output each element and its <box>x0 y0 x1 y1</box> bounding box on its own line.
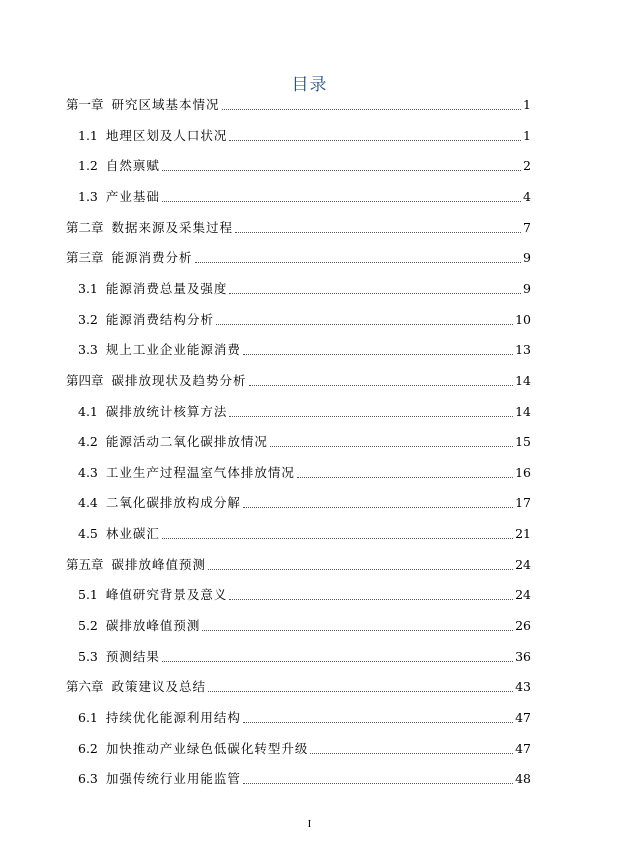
toc-entry-page: 16 <box>515 464 531 480</box>
toc-entry-text: 地理区划及人口状况 <box>105 127 228 143</box>
toc-entry-page: 1 <box>523 127 531 143</box>
toc-entry-label <box>78 616 200 636</box>
toc-section-entry[interactable] <box>78 279 531 299</box>
toc-section-entry[interactable] <box>78 585 531 605</box>
toc-entry-number: 5.3 <box>78 648 98 664</box>
toc-entry-label <box>66 677 206 697</box>
toc-section-entry[interactable] <box>78 708 531 728</box>
toc-section-entry[interactable] <box>78 739 531 759</box>
toc-entry-number: 第六章 <box>66 679 104 695</box>
toc-entry-label <box>66 248 193 268</box>
toc-entry-label <box>66 95 220 115</box>
toc-dot-leader <box>243 782 513 784</box>
toc-chapter-entry[interactable] <box>66 248 531 268</box>
toc-section-entry[interactable] <box>78 616 531 636</box>
toc-entry-page: 10 <box>515 311 531 327</box>
toc-dot-leader <box>310 752 513 754</box>
toc-entry-text: 产业基础 <box>105 188 160 204</box>
toc-entry-number: 4.5 <box>78 526 98 542</box>
toc-entry-text: 工业生产过程温室气体排放情况 <box>105 464 295 480</box>
toc-entry-number: 4.2 <box>78 434 98 450</box>
toc-entry-text: 碳排放现状及趋势分析 <box>111 372 247 388</box>
toc-entry-label <box>78 524 160 544</box>
toc-entry-text: 加强传统行业用能监管 <box>105 771 241 787</box>
toc-dot-leader <box>162 169 521 171</box>
toc-entry-number: 4.4 <box>78 495 98 511</box>
toc-entry-number: 3.1 <box>78 280 98 296</box>
toc-dot-leader <box>243 353 513 355</box>
toc-entry-text: 数据来源及采集过程 <box>111 219 234 235</box>
toc-chapter-entry[interactable] <box>66 677 531 697</box>
toc-entry-page: 21 <box>515 526 531 542</box>
toc-entry-text: 能源消费总量及强度 <box>105 280 228 296</box>
toc-entry-label <box>66 555 206 575</box>
toc-title: 目录 <box>291 75 328 95</box>
toc-entry-label <box>78 156 160 176</box>
toc-entry-label <box>78 493 241 513</box>
toc-entry-label <box>78 739 308 759</box>
toc-entry-label <box>78 126 227 146</box>
toc-section-entry[interactable] <box>78 126 531 146</box>
toc-entry-page: 36 <box>515 648 531 664</box>
toc-section-entry[interactable] <box>78 769 531 789</box>
toc-entry-page: 24 <box>515 556 531 572</box>
toc-section-entry[interactable] <box>78 432 531 452</box>
toc-entry-label <box>78 187 160 207</box>
toc-entry-number: 第一章 <box>66 97 104 112</box>
toc-entry-text: 政策建议及总结 <box>111 679 207 695</box>
toc-dot-leader <box>249 384 514 386</box>
toc-entry-page: 4 <box>523 188 531 204</box>
toc-entry-text: 自然禀赋 <box>105 158 160 174</box>
toc-dot-leader <box>162 660 513 662</box>
toc-entry-number: 3.2 <box>78 311 98 327</box>
toc-entry-page: 47 <box>515 740 531 756</box>
toc-section-entry[interactable] <box>78 493 531 513</box>
toc-entry-page: 24 <box>515 587 531 603</box>
toc-dot-leader <box>195 261 522 263</box>
toc-entry-page: 17 <box>515 495 531 511</box>
toc-chapter-entry[interactable] <box>66 371 531 391</box>
toc-entry-page: 48 <box>515 771 531 787</box>
toc-dot-leader <box>202 629 513 631</box>
toc-entry-page: 14 <box>515 403 531 419</box>
toc-entry-page: 7 <box>523 219 531 235</box>
toc-entry-page: 13 <box>515 342 531 358</box>
toc-entry-text: 规上工业企业能源消费 <box>105 342 241 358</box>
toc-entry-number: 第二章 <box>66 219 104 235</box>
toc-entry-label <box>78 463 295 483</box>
toc-dot-leader <box>235 231 521 233</box>
toc-entry-label <box>78 708 241 728</box>
toc-dot-leader <box>297 476 513 478</box>
toc-dot-leader <box>208 690 513 692</box>
toc-dot-leader <box>270 445 513 447</box>
toc-entry-page: 1 <box>523 97 531 112</box>
toc-entry-text: 持续优化能源利用结构 <box>105 710 241 725</box>
toc-dot-leader <box>243 721 513 723</box>
toc-entry-label <box>78 432 268 452</box>
toc-entry-label <box>78 769 241 789</box>
toc-entry-page: 2 <box>523 158 531 174</box>
toc-entry-number: 第三章 <box>66 250 104 266</box>
toc-section-entry[interactable] <box>78 524 531 544</box>
toc-chapter-entry[interactable] <box>66 95 531 115</box>
toc-entry-page: 15 <box>515 434 531 450</box>
toc-entry-page: 43 <box>515 679 531 695</box>
toc-entry-label <box>78 310 214 330</box>
toc-entry-number: 第五章 <box>66 556 104 572</box>
toc-entry-label <box>78 402 227 422</box>
toc-entry-text: 峰值研究背景及意义 <box>105 587 228 603</box>
toc-entry-number: 4.1 <box>78 403 98 419</box>
toc-entry-number: 6.2 <box>78 740 98 756</box>
toc-entry-text: 研究区域基本情况 <box>111 97 220 112</box>
toc-dot-leader <box>229 415 513 417</box>
toc-entry-page: 26 <box>515 618 531 634</box>
toc-chapter-entry[interactable] <box>66 555 531 575</box>
toc-entry-text: 能源活动二氧化碳排放情况 <box>105 434 268 450</box>
toc-entry-page: 47 <box>515 710 531 725</box>
toc-entry-page: 14 <box>515 372 531 388</box>
toc-entry-label <box>66 371 247 391</box>
toc-entry-text: 林业碳汇 <box>105 526 160 542</box>
toc-dot-leader <box>162 537 513 539</box>
toc-entry-page: 9 <box>523 280 531 296</box>
page-number-footer: I <box>307 818 312 830</box>
toc-entry-number: 5.2 <box>78 618 98 634</box>
toc-entry-text: 加快推动产业绿色低碳化转型升级 <box>105 740 309 756</box>
toc-section-entry[interactable] <box>78 187 531 207</box>
toc-dot-leader <box>229 139 521 141</box>
toc-dot-leader <box>216 323 513 325</box>
toc-entry-text: 碳排放峰值预测 <box>111 556 207 572</box>
toc-dot-leader <box>208 568 513 570</box>
toc-entry-label <box>78 279 227 299</box>
toc-entry-label <box>78 340 241 360</box>
toc-entry-number: 3.3 <box>78 342 98 358</box>
toc-entry-text: 能源消费结构分析 <box>105 311 214 327</box>
toc-dot-leader <box>222 108 522 110</box>
toc-entry-text: 碳排放峰值预测 <box>105 618 201 634</box>
toc-entry-text: 预测结果 <box>105 648 160 664</box>
toc-entry-number: 6.3 <box>78 771 98 787</box>
toc-entry-label <box>66 218 233 238</box>
toc-entry-number: 5.1 <box>78 587 98 603</box>
toc-section-entry[interactable] <box>78 156 531 176</box>
toc-dot-leader <box>229 292 521 294</box>
toc-dot-leader <box>243 506 513 508</box>
toc-entry-text: 碳排放统计核算方法 <box>105 403 228 419</box>
toc-entry-number: 6.1 <box>78 710 98 725</box>
toc-section-entry[interactable] <box>78 463 531 483</box>
toc-entry-label <box>78 647 160 667</box>
toc-entry-page: 9 <box>523 250 531 266</box>
toc-entry-number: 4.3 <box>78 464 98 480</box>
toc-dot-leader <box>229 598 513 600</box>
toc-entry-text: 能源消费分析 <box>111 250 193 266</box>
toc-section-entry[interactable] <box>78 647 531 667</box>
toc-section-entry[interactable] <box>78 402 531 422</box>
toc-entry-text: 二氧化碳排放构成分解 <box>105 495 241 511</box>
toc-section-entry[interactable] <box>78 310 531 330</box>
toc-entry-number: 1.1 <box>78 127 98 143</box>
toc-entry-number: 第四章 <box>66 372 104 388</box>
toc-entry-number: 1.2 <box>78 158 98 174</box>
toc-entry-label <box>78 585 227 605</box>
toc-dot-leader <box>162 200 521 202</box>
toc-entry-number: 1.3 <box>78 188 98 204</box>
toc-section-entry[interactable] <box>78 340 531 360</box>
toc-chapter-entry[interactable] <box>66 218 531 238</box>
